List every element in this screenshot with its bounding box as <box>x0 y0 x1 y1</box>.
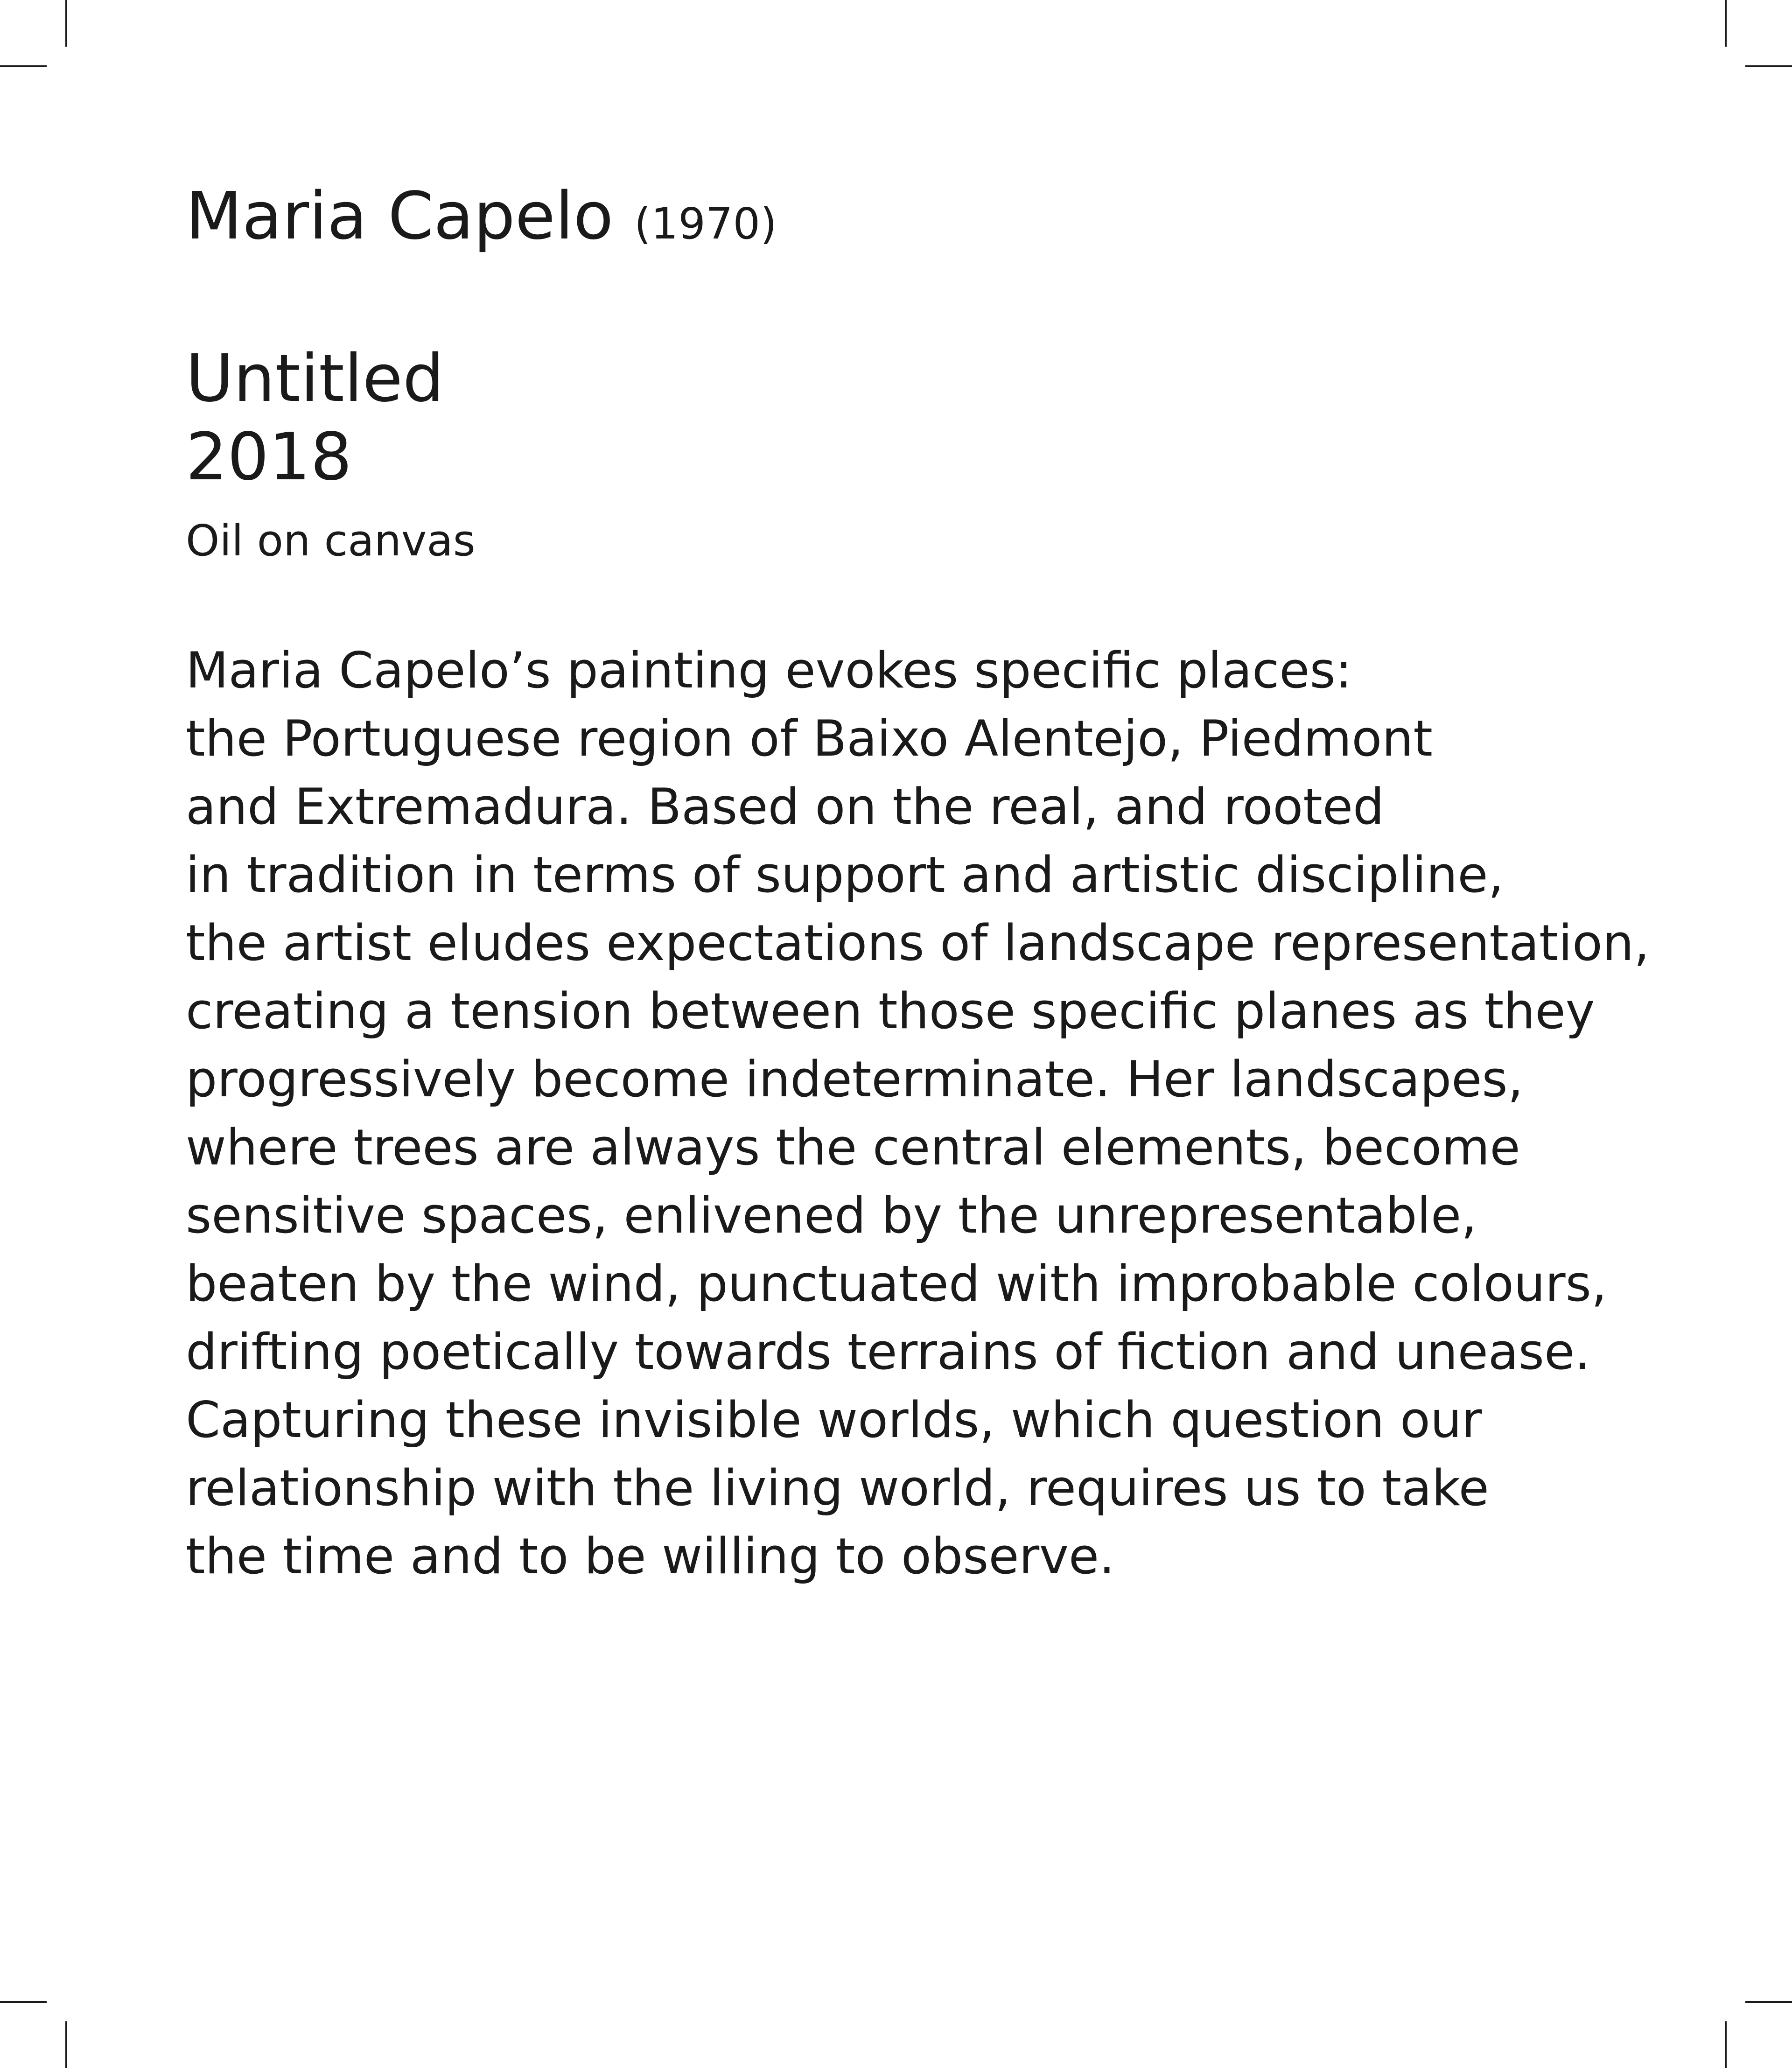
work-medium: Oil on canvas <box>186 516 476 566</box>
crop-mark-top-left-horizontal <box>0 65 47 67</box>
work-year: 2018 <box>186 419 352 495</box>
description-line: and Extremadura. Based on the real, and rooted <box>186 778 1385 836</box>
description-line: the Portuguese region of Baixo Alentejo, Piedmont <box>186 710 1433 768</box>
crop-mark-top-left-vertical <box>65 0 67 47</box>
description-line: where trees are always the central elements, become <box>186 1119 1520 1177</box>
description-line: Maria Capelo’s painting evokes specific places: <box>186 642 1352 700</box>
description-line: beaten by the wind, punctuated with improbable colours, <box>186 1255 1607 1313</box>
description-line: drifting poetically towards terrains of fiction and unease. <box>186 1323 1590 1381</box>
description-line: creating a tension between those specific planes as they <box>186 982 1595 1040</box>
artist-years: (1970) <box>634 199 777 249</box>
description-text <box>186 637 1679 1591</box>
crop-mark-bottom-right-horizontal <box>1745 2001 1792 2003</box>
crop-mark-bottom-right-vertical <box>1725 2021 1727 2068</box>
description-line: relationship with the living world, requires us to take <box>186 1459 1489 1517</box>
description-line: the artist eludes expectations of landscape representation, <box>186 914 1650 972</box>
work-title: Untitled <box>186 341 444 417</box>
artwork-label <box>186 177 1679 1591</box>
artist-line <box>186 177 1679 256</box>
crop-mark-bottom-left-horizontal <box>0 2001 47 2003</box>
description-line: in tradition in terms of support and artistic discipline, <box>186 846 1504 904</box>
description-line: progressively become indeterminate. Her landscapes, <box>186 1051 1524 1108</box>
crop-mark-top-right-vertical <box>1725 0 1727 47</box>
description-line: sensitive spaces, enlivened by the unrepresentable, <box>186 1187 1477 1245</box>
crop-mark-top-right-horizontal <box>1745 65 1792 67</box>
crop-mark-bottom-left-vertical <box>65 2021 67 2068</box>
artist-name: Maria Capelo <box>186 178 614 254</box>
description-line: the time and to be willing to observe. <box>186 1528 1115 1585</box>
description-line: Capturing these invisible worlds, which question our <box>186 1391 1482 1449</box>
